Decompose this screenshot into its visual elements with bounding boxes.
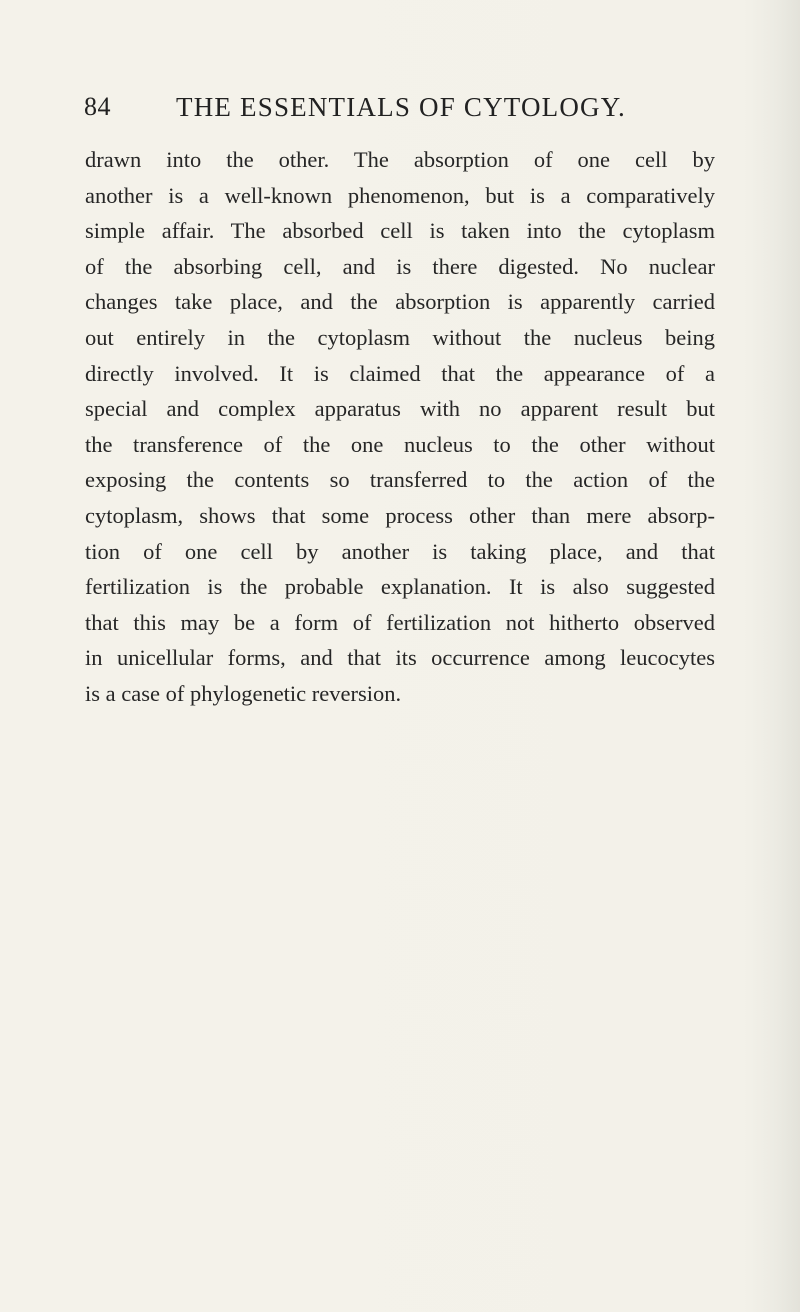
text-line: tion of one cell by another is taking place, and that (85, 538, 715, 564)
text-line: the transference of the one nucleus to the other without (85, 431, 715, 457)
text-line: out entirely in the cytoplasm without the nucleus being (85, 324, 715, 350)
body-paragraph (85, 142, 715, 712)
text-line: simple affair. The absorbed cell is taken into the cytoplasm (85, 218, 715, 244)
text-line: another is a well-known phenomenon, but is a comparatively (85, 182, 715, 208)
running-title: THE ESSENTIALS OF CYTOLOGY. (176, 92, 626, 122)
text-line: in unicellular forms, and that its occurrence among leucocytes (85, 645, 715, 671)
text-line: that this may be a form of fertilization not hitherto observed (85, 609, 715, 635)
text-line: drawn into the other. The absorption of one cell by (85, 147, 715, 172)
running-head (84, 92, 714, 128)
text-line: of the absorbing cell, and is there digested. No nuclear (85, 253, 715, 279)
page-number: 84 (84, 92, 111, 121)
text-line: special and complex apparatus with no apparent result but (85, 396, 715, 422)
text-line: fertilization is the probable explanation. It is also suggested (85, 574, 715, 600)
text-line: changes take place, and the absorption is apparently carried (85, 289, 715, 315)
text-line: exposing the contents so transferred to the action of the (85, 467, 715, 493)
text-line: cytoplasm, shows that some process other than mere absorp- (85, 502, 715, 528)
text-line: is a case of phylogenetic reversion. (85, 680, 402, 706)
text-line: directly involved. It is claimed that the appearance of a (85, 360, 715, 386)
